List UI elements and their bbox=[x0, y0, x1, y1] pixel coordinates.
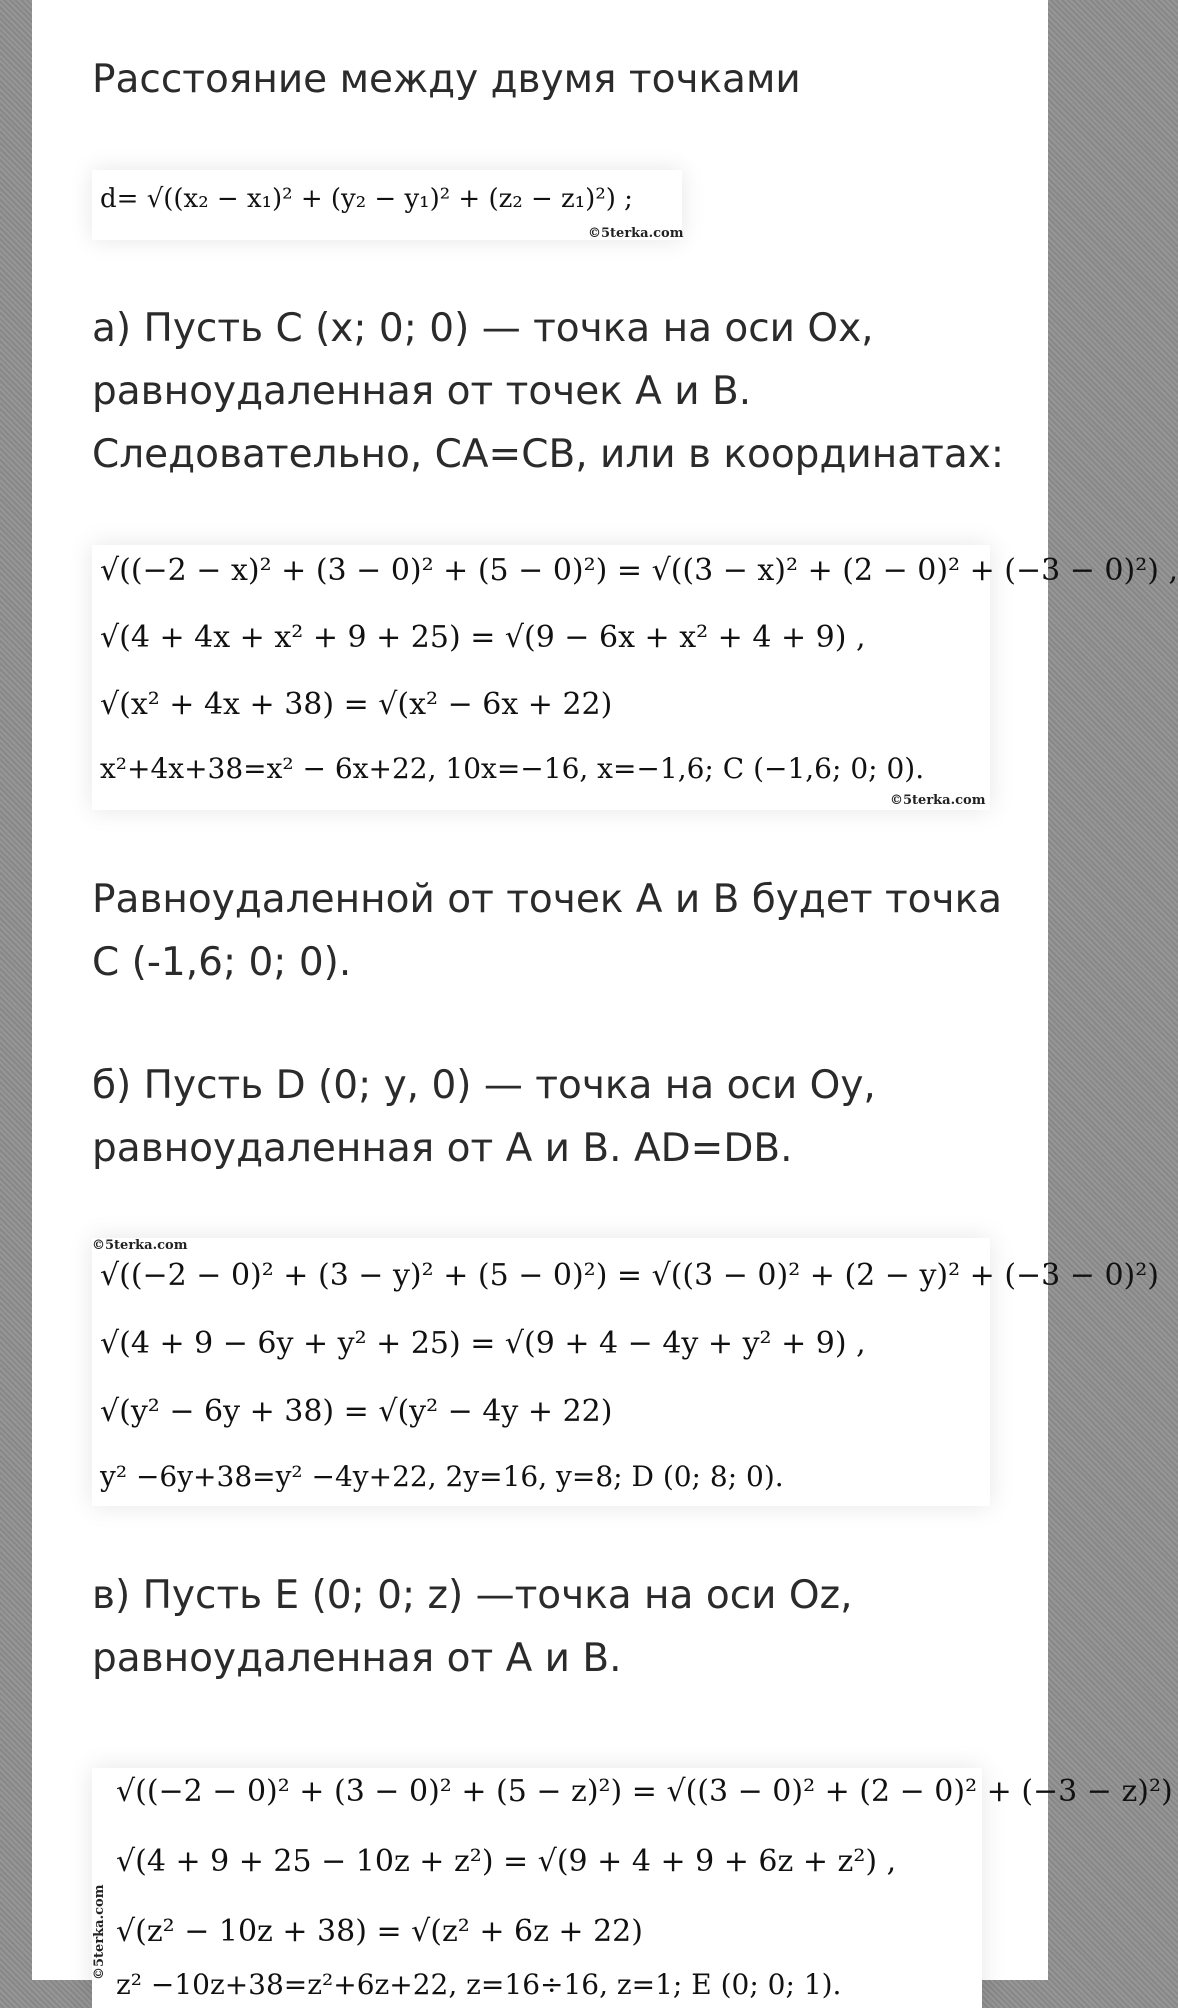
formula-line: √(4 + 9 − 6y + y² + 25) = √(9 + 4 − 4y + y² + 9) , bbox=[100, 1326, 866, 1361]
formula-line: √(x² + 4x + 38) = √(x² − 6x + 22) bbox=[100, 687, 613, 722]
formula-image-part-a bbox=[92, 545, 1178, 810]
formula-line: √((−2 − 0)² + (3 − 0)² + (5 − z)²) = √((3 − 0)² + (2 − 0)² + (−3 − z)²) bbox=[116, 1774, 1173, 1809]
formula-image-part-b bbox=[92, 1238, 1159, 1506]
formula-line: d= √((x₂ − x₁)² + (y₂ − y₁)² + (z₂ − z₁)²) ; bbox=[100, 184, 633, 214]
formula-image-general bbox=[92, 170, 682, 240]
formula-line: z² −10z+38=z²+6z+22, z=16÷16, z=1; E (0; 0; 1). bbox=[116, 1968, 842, 2001]
paragraph-result-a: Равноудаленной от точек A и B будет точка С (-1,6; 0; 0). bbox=[92, 877, 1003, 985]
formula-line: √(z² − 10z + 38) = √(z² + 6z + 22) bbox=[116, 1914, 643, 1949]
watermark-text: ©5terka.com bbox=[588, 226, 684, 241]
formula-image-part-c bbox=[92, 1768, 1173, 2008]
paragraph-part-c: в) Пусть E (0; 0; z) —точка на оси Oz, равноудаленная от A и B. bbox=[92, 1573, 853, 1681]
formula-line: x²+4x+38=x² − 6x+22, 10x=−16, x=−1,6; C (−1,6; 0; 0). bbox=[100, 752, 925, 785]
section-heading: Расстояние между двумя точками bbox=[92, 57, 801, 102]
formula-line: √(4 + 4x + x² + 9 + 25) = √(9 − 6x + x² + 4 + 9) , bbox=[100, 620, 866, 655]
formula-line: √((−2 − x)² + (3 − 0)² + (5 − 0)²) = √((3 − x)² + (2 − 0)² + (−3 − 0)²) , bbox=[100, 553, 1178, 588]
formula-line: √((−2 − 0)² + (3 − y)² + (5 − 0)²) = √((3 − 0)² + (2 − y)² + (−3 − 0)²) bbox=[100, 1258, 1159, 1293]
watermark-text: ©5terka.com bbox=[890, 793, 986, 808]
formula-line: √(4 + 9 + 25 − 10z + z²) = √(9 + 4 + 9 + 6z + z²) , bbox=[116, 1844, 897, 1879]
watermark-text: ©5terka.com bbox=[92, 1884, 107, 1980]
formula-line: √(y² − 6y + 38) = √(y² − 4y + 22) bbox=[100, 1394, 613, 1429]
paragraph-part-a: а) Пусть С (x; 0; 0) — точка на оси Ox, равноудаленная от точек A и B. Следовательно, CA=CB, или в координатах: bbox=[92, 306, 1004, 477]
watermark-text: ©5terka.com bbox=[92, 1238, 188, 1253]
formula-line: y² −6y+38=y² −4y+22, 2y=16, y=8; D (0; 8; 0). bbox=[100, 1460, 784, 1493]
paragraph-part-b: б) Пусть D (0; y, 0) — точка на оси Oy, равноудаленная от A и B. AD=DB. bbox=[92, 1063, 876, 1171]
document-page bbox=[32, 0, 1178, 2001]
